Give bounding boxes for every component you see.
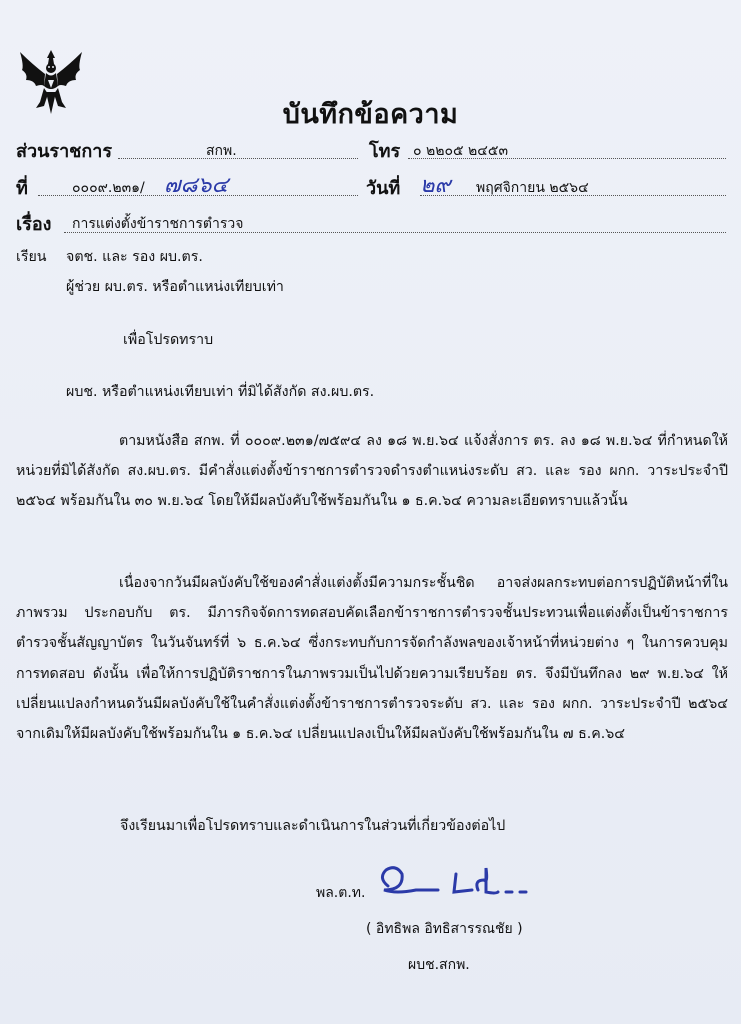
department-label: ส่วนราชการ xyxy=(16,141,113,162)
date-value: พฤศจิกายน ๒๕๖๔ xyxy=(476,180,589,196)
subject-value: การแต่งตั้งข้าราชการตำรวจ xyxy=(72,216,244,232)
telephone-label: โทร xyxy=(369,141,401,162)
signer-name: ( อิทธิพล อิทธิสารรณชัย ) xyxy=(366,921,523,937)
addressee-line-2: ผู้ช่วย ผบ.ตร. หรือตำแหน่งเทียบเท่า xyxy=(66,279,284,295)
carbon-copy-line: ผบช. หรือตำแหน่งเทียบเท่า ที่มิได้สังกัด สง.ผบ.ตร. xyxy=(66,384,375,400)
department-value: สกพ. xyxy=(206,143,237,159)
telephone-value: ๐ ๒๒๐๕ ๒๔๕๓ xyxy=(413,143,509,159)
closing-line: จึงเรียนมาเพื่อโปรดทราบและดำเนินการในส่วนที่เกี่ยวข้องต่อไป xyxy=(120,818,506,834)
subject-label: เรื่อง xyxy=(16,214,52,235)
paragraph-reason xyxy=(16,568,728,749)
date-day-handwritten: ๒๙ xyxy=(420,173,451,198)
paragraph-reference-text: ตามหนังสือ สกพ. ที่ ๐๐๐๙.๒๓๑/๗๕๙๔ ลง ๑๘ พ.ย.๖๔ แจ้งสั่งการ ตร. ลง ๑๘ พ.ย.๖๔ ที่กำหนดให้หน่วยที่มิได้สังกัด สง.ผบ.ตร. มีคำสั่งแต่งตั้งข้าราชการตำรวจดำรงตำแหน่งระดับ สว. และ รอง ผกก. วาระประจำปี ๒๕๖๔ พร้อมกันใน ๓๐ พ.ย.๖๔ โดยให้มีผลบังคับใช้พร้อมกันใน ๑ ธ.ค.๖๔ ความละเอียดทราบแล้วนั้น xyxy=(16,433,728,510)
document-number-handwritten: ๗๘๖๔ xyxy=(164,173,229,198)
document-number-value: ๐๐๐๙.๒๓๑/ xyxy=(72,180,145,196)
addressee-line-1: จตช. และ รอง ผบ.ตร. xyxy=(66,249,203,265)
salutation-label: เรียน xyxy=(16,249,47,265)
paragraph-reference xyxy=(16,426,728,517)
signer-position: ผบช.สกพ. xyxy=(408,957,470,973)
signer-rank: พล.ต.ท. xyxy=(316,885,366,901)
for-information-note: เพื่อโปรดทราบ xyxy=(123,332,214,348)
paragraph-reason-text: เนื่องจากวันมีผลบังคับใช้ของคำสั่งแต่งตั้งมีความกระชั้นชิด อาจส่งผลกระทบต่อการปฏิบัติหน้าที่ในภาพรวม ประกอบกับ ตร. มีภารกิจจัดการทดสอบคัดเลือกข้าราชการตำรวจชั้นประทวนเพื่อแต่งตั้งเป็นข้าราชการตำรวจชั้นสัญญาบัตร ในวันจันทร์ที่ ๖ ธ.ค.๖๔ ซึ่งกระทบกับการจัดกำลังพลของเจ้าหน้าที่หน่วยต่าง ๆ ในการควบคุมการทดสอบ ดังนั้น เพื่อให้การปฏิบัติราชการในภาพรวมเป็นไปด้วยความเรียบร้อย ตร. จึงมีบันทึกลง ๒๙ พ.ย.๖๔ ให้เปลี่ยนแปลงกำหนดวันมีผลบังคับใช้ในคำสั่งแต่งตั้งข้าราชการตำรวจระดับ สว. และ รอง ผกก. วาระประจำปี ๒๕๖๔ จากเดิมให้มีผลบังคับใช้พร้อมกันใน ๑ ธ.ค.๖๔ เปลี่ยนแปลงเป็นให้มีผลบังคับใช้พร้อมกันใน ๗ ธ.ค.๖๔ xyxy=(16,575,728,743)
dotted-line xyxy=(118,158,358,159)
signature-mark xyxy=(374,860,544,902)
memo-title: บันทึกข้อความ xyxy=(282,99,459,130)
date-label: วันที่ xyxy=(366,178,401,199)
document-number-label: ที่ xyxy=(16,178,28,199)
